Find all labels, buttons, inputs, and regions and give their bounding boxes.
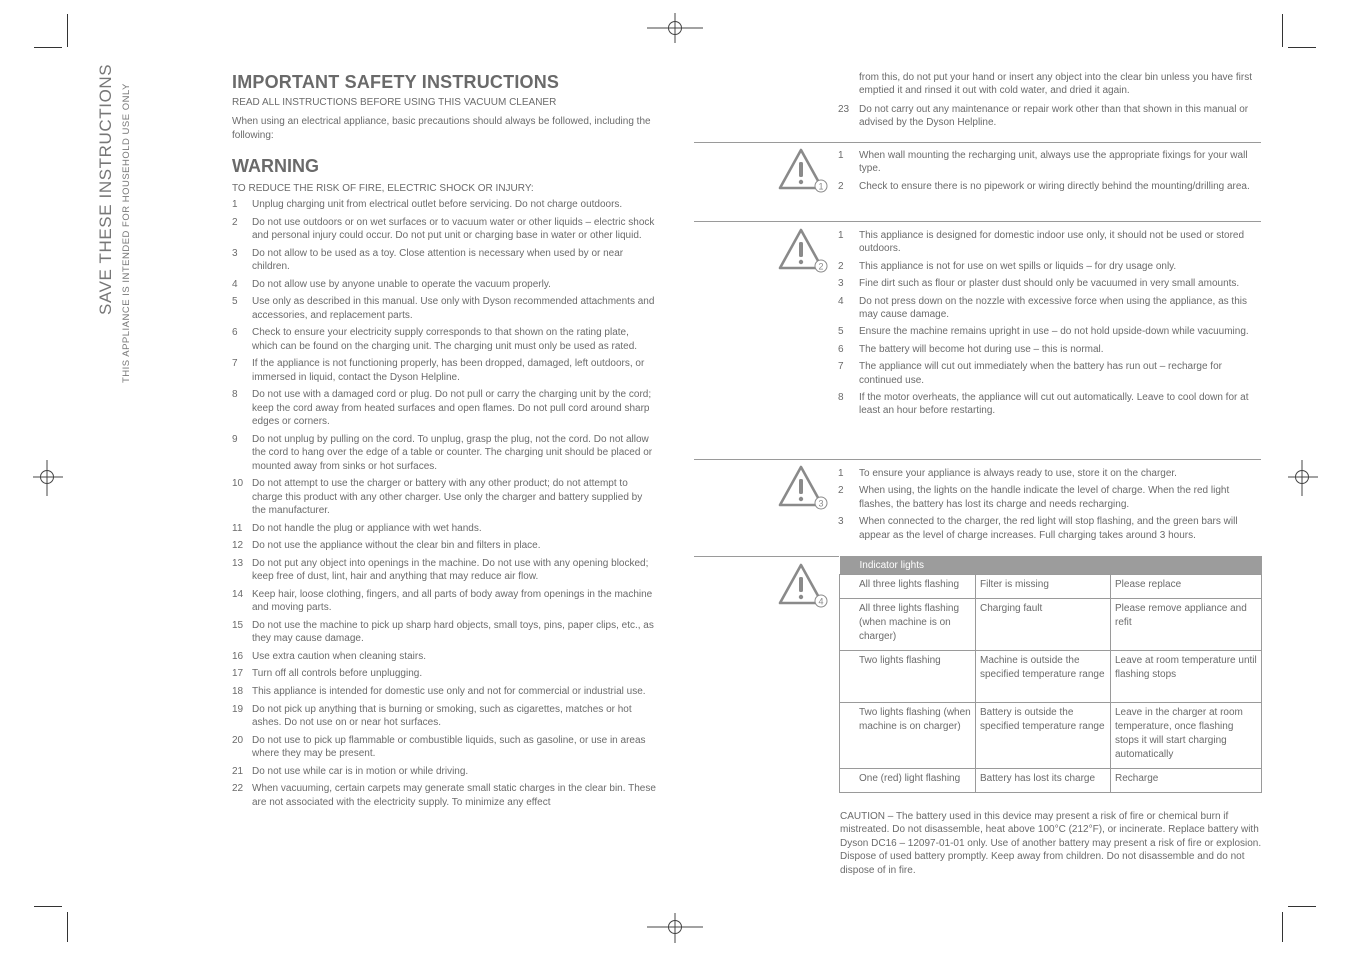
warning-triangle-icon <box>778 227 830 273</box>
table-cell: All three lights flashing <box>840 575 976 599</box>
warning-icon-number: 2 <box>818 261 824 272</box>
table-cell: Leave at room temperature until flashing stops <box>1111 651 1262 703</box>
table-cell: Two lights flashing (when machine is on charger) <box>840 703 976 769</box>
table-body <box>840 575 1262 793</box>
list-item <box>232 433 657 473</box>
safety-list <box>232 198 657 809</box>
list-item <box>838 515 1262 542</box>
table-cell: Two lights flashing <box>840 651 976 703</box>
section-divider <box>694 459 1261 460</box>
table-cell: Machine is outside the specified temperature range <box>976 651 1111 703</box>
item-number: 2 <box>232 216 238 228</box>
list-item <box>838 229 1262 256</box>
table-cell: Charging fault <box>976 599 1111 651</box>
item-number: 23 <box>838 103 850 115</box>
item-number: 21 <box>232 765 244 777</box>
item-text: When wall mounting the recharging unit, always use the appropriate fixings for your wall type. <box>859 150 1248 175</box>
left-column <box>232 72 657 809</box>
item-number: 16 <box>232 650 244 662</box>
table-cell: All three lights flashing (when machine is on charger) <box>840 599 976 651</box>
list-item <box>838 325 1262 338</box>
item-number: 7 <box>232 358 238 370</box>
item-text: Do not use with a damaged cord or plug. Do not pull or carry the charging unit by the cord; keep the cord away from heated surfaces and open flames. Do not pull cord around sharp edges or corners. <box>252 389 652 428</box>
item-text: The battery will become hot during use – this is normal. <box>859 343 1104 355</box>
item-text: This appliance is intended for domestic use only and not for commercial or industrial use. <box>252 685 646 697</box>
table-cell: Please remove appliance and refit <box>1111 599 1262 651</box>
item-number: 7 <box>838 361 844 373</box>
table-row <box>840 575 1262 599</box>
item-text: Do not use the machine to pick up sharp hard objects, small toys, pins, paper clips, etc., as they may cause damage. <box>252 619 654 645</box>
indicator-lights-table <box>839 556 1262 793</box>
intro-paragraph: When using an electrical appliance, basic precautions should always be followed, including the following: <box>232 116 651 141</box>
right-continuation <box>838 71 1258 130</box>
list-item <box>232 326 657 353</box>
table-cell: Battery is outside the specified temperature range <box>976 703 1111 769</box>
page-heading: IMPORTANT SAFETY INSTRUCTIONS <box>232 72 560 92</box>
item-number: 5 <box>838 326 844 338</box>
crop-mark <box>67 912 68 942</box>
list-item <box>232 734 657 761</box>
item-number: 2 <box>838 180 844 192</box>
item-text: Turn off all controls before unplugging. <box>252 668 423 680</box>
list-item <box>838 484 1262 511</box>
item-text: If the motor overheats, the appliance will cut out automatically. Leave to cool down for at least an hour before restarting. <box>859 392 1249 417</box>
item-text: Do not pick up anything that is burning or smoking, such as cigarettes, matches or hot ashes. Do not use on or near hot surfaces. <box>252 703 632 728</box>
crop-mark <box>1282 912 1283 942</box>
item-number: 20 <box>232 734 244 746</box>
item-text: Do not allow to be used as a toy. Close attention is necessary when used by or near children. <box>252 247 624 273</box>
table-cell: Filter is missing <box>976 575 1111 599</box>
list-item <box>232 667 657 680</box>
item-number: 1 <box>838 468 844 479</box>
warning-icon-number: 4 <box>818 596 824 607</box>
list-item <box>232 782 657 809</box>
table-row <box>840 703 1262 769</box>
item-text: To ensure your appliance is always ready to use, store it on the charger. <box>859 468 1177 479</box>
table-cell: One (red) light flashing <box>840 769 976 793</box>
warning-triangle-icon <box>778 562 830 608</box>
table-header: Indicator lights <box>840 556 1262 575</box>
section-charging <box>838 463 1262 542</box>
item-text: Use extra caution when cleaning stairs. <box>252 650 426 662</box>
item-text: Do not handle the plug or appliance with wet hands. <box>252 522 482 534</box>
registration-mark-icon <box>1288 460 1318 496</box>
item-number: 4 <box>838 295 844 307</box>
item-text: Do not attempt to use the charger or battery with any other product; do not attempt to charge this product with any other charger. Use only the charger and battery supplied by the manufacturer. <box>252 478 643 516</box>
page-subheading: READ ALL INSTRUCTIONS BEFORE USING THIS VACUUM CLEANER <box>232 97 557 108</box>
item-text: Do not put any object into openings in the machine. Do not use with any opening blocked; keep free of dust, lint, hair and anything that may reduce air flow. <box>252 557 649 583</box>
list-item <box>232 539 657 552</box>
list-item <box>232 357 657 384</box>
item-number: 3 <box>232 247 238 259</box>
item-number: 2 <box>838 485 844 497</box>
item-number: 1 <box>232 199 238 211</box>
item-number: 3 <box>838 278 844 290</box>
item-number: 11 <box>232 522 243 534</box>
list-item <box>838 103 1258 130</box>
warning-heading: WARNING <box>232 156 319 176</box>
item-number: 3 <box>838 516 844 528</box>
item-number: 2 <box>838 260 844 272</box>
item-text: This appliance is designed for domestic indoor use only, it should not be used or stored outdoors. <box>859 230 1245 255</box>
list-item <box>232 685 657 698</box>
side-subtitle: THIS APPLIANCE IS INTENDED FOR HOUSEHOLD USE ONLY <box>121 83 132 383</box>
registration-mark-icon <box>647 913 703 943</box>
item-text: Do not use outdoors or on wet surfaces or to vacuum water or other liquids – electric shock and personal injury could occur. Do not put unit or charging base in water or other liquid. <box>252 216 655 242</box>
item-number: 6 <box>232 327 238 339</box>
item-number: 19 <box>232 703 244 715</box>
item-number: 4 <box>232 278 238 290</box>
list-item <box>232 477 657 517</box>
list-item <box>838 467 1262 480</box>
item-number: 15 <box>232 619 244 631</box>
list-item <box>232 388 657 428</box>
list-item <box>232 278 657 291</box>
item-text: Ensure the machine remains upright in use – do not hold upside-down while vacuuming. <box>859 326 1249 338</box>
item-text: Do not allow use by anyone unable to operate the vacuum properly. <box>252 278 551 290</box>
side-title: SAVE THESE INSTRUCTIONS <box>96 63 115 315</box>
section-divider <box>694 221 1261 222</box>
table-cell: Recharge <box>1111 769 1262 793</box>
item-text: Fine dirt such as flour or plaster dust should only be vacuumed in very small amounts. <box>859 278 1240 290</box>
table-cell: Leave in the charger at room temperature, once flashing stops it will start charging automatically <box>1111 703 1262 769</box>
continuation-text: from this, do not put your hand or insert any object into the clear bin unless you have first emptied it and rinsed it out with cold water, and dried it again. <box>859 72 1252 97</box>
crop-mark <box>1288 906 1316 907</box>
section-divider <box>694 142 1261 143</box>
section-divider <box>694 556 839 557</box>
item-number: 10 <box>232 478 244 490</box>
crop-mark <box>1282 14 1283 47</box>
table-row <box>840 769 1262 793</box>
item-text: Do not press down on the nozzle with excessive force when using the appliance, as this may cause damage. <box>859 295 1247 321</box>
item-number: 1 <box>838 150 844 161</box>
registration-mark-icon <box>647 13 703 43</box>
list-item <box>838 180 1262 193</box>
warning-triangle-icon <box>778 464 830 510</box>
section-usage <box>838 225 1262 418</box>
item-number: 14 <box>232 588 244 600</box>
list-item <box>232 522 657 535</box>
item-text: When using, the lights on the handle indicate the level of charge. When the red light flashes, the battery has lost its charge and needs recharging. <box>859 485 1230 510</box>
item-number: 12 <box>232 540 244 552</box>
item-text: Use only as described in this manual. Use only with Dyson recommended attachments and accessories, and replacement parts. <box>252 296 655 321</box>
crop-mark <box>34 47 62 48</box>
list-item <box>232 247 657 274</box>
item-number: 1 <box>838 230 844 241</box>
list-item <box>838 295 1262 322</box>
section-wall-mounting <box>838 145 1262 193</box>
item-number: 6 <box>838 343 844 355</box>
item-text: Do not use while car is in motion or while driving. <box>252 765 469 777</box>
list-item <box>838 149 1262 176</box>
item-text: Do not use to pick up flammable or combustible liquids, such as gasoline, or use in areas where they may be present. <box>252 734 646 759</box>
list-item <box>232 765 657 778</box>
table-cell: Battery has lost its charge <box>976 769 1111 793</box>
crop-mark <box>67 14 68 47</box>
list-item <box>232 650 657 663</box>
item-text: This appliance is not for use on wet spills or liquids – for dry usage only. <box>859 260 1177 272</box>
list-item <box>232 198 657 211</box>
item-text: The appliance will cut out immediately when the battery has run out – recharge for continued use. <box>859 361 1222 386</box>
item-text: Keep hair, loose clothing, fingers, and all parts of body away from openings in the machine and moving parts. <box>252 588 653 614</box>
warning-icon-number: 3 <box>818 498 824 509</box>
item-number: 18 <box>232 685 244 697</box>
list-item <box>232 588 657 615</box>
item-number: 8 <box>232 389 238 401</box>
list-item <box>838 277 1262 290</box>
crop-mark <box>34 906 62 907</box>
item-text: When vacuuming, certain carpets may generate small static charges in the clear bin. These are not associated with the electricity supply. To minimize any effect <box>252 783 656 808</box>
item-text: Do not carry out any maintenance or repair work other than that shown in this manual or advised by the Dyson Helpline. <box>859 103 1249 129</box>
item-number: 22 <box>232 783 244 795</box>
list-item <box>232 557 657 584</box>
item-text: Unplug charging unit from electrical outlet before servicing. Do not charge outdoors. <box>252 199 623 211</box>
item-number: 5 <box>232 296 238 308</box>
item-text: Check to ensure there is no pipework or wiring directly behind the mounting/drilling area. <box>859 180 1250 192</box>
item-text: When connected to the charger, the red light will stop flashing, and the green bars will appear as the level of charge increases. Full charging takes around 3 hours. <box>859 516 1238 541</box>
table-cell: Please replace <box>1111 575 1262 599</box>
table-row <box>840 651 1262 703</box>
item-number: 17 <box>232 668 244 680</box>
caution-text: CAUTION – The battery used in this device may present a risk of fire or chemical burn if mistreated. Do not disassemble, heat above 100°C (212°F), or incinerate. Replace battery with Dyson DC16 – 12097-01-01 only. Use of another battery may present a risk of fire or explosion. Dispose of used battery promptly. Keep away from children. Do not disassemble and do not dispose of in fire. <box>840 811 1262 876</box>
list-item <box>232 703 657 730</box>
item-text: If the appliance is not functioning properly, has been dropped, damaged, left outdoors, or immersed in liquid, contact the Dyson Helpline. <box>252 358 645 383</box>
table-header-row <box>840 556 1262 575</box>
item-number: 13 <box>232 557 244 569</box>
crop-mark <box>1288 47 1316 48</box>
warning-subheading: TO REDUCE THE RISK OF FIRE, ELECTRIC SHOCK OR INJURY: <box>232 183 534 194</box>
list-item <box>232 619 657 646</box>
item-number: 9 <box>232 433 238 445</box>
list-item <box>232 295 657 322</box>
warning-triangle-icon <box>778 147 830 193</box>
list-item <box>838 343 1262 356</box>
item-text: Check to ensure your electricity supply corresponds to that shown on the rating plate, which can be found on the charging unit. The charging unit must only be used as rated. <box>252 327 638 352</box>
list-item <box>838 260 1262 273</box>
item-text: Do not use the appliance without the clear bin and filters in place. <box>252 540 541 552</box>
table-row <box>840 599 1262 651</box>
registration-mark-icon <box>33 460 63 496</box>
warning-icon-number: 1 <box>818 181 824 192</box>
item-number: 8 <box>838 392 844 404</box>
item-text: Do not unplug by pulling on the cord. To unplug, grasp the plug, not the cord. Do not allow the cord to hang over the edge of a table or counter. The charging unit should be placed or mounted away from sinks or hot surfaces. <box>252 433 653 472</box>
list-item <box>838 391 1262 418</box>
list-item <box>232 216 657 243</box>
list-item <box>838 360 1262 387</box>
